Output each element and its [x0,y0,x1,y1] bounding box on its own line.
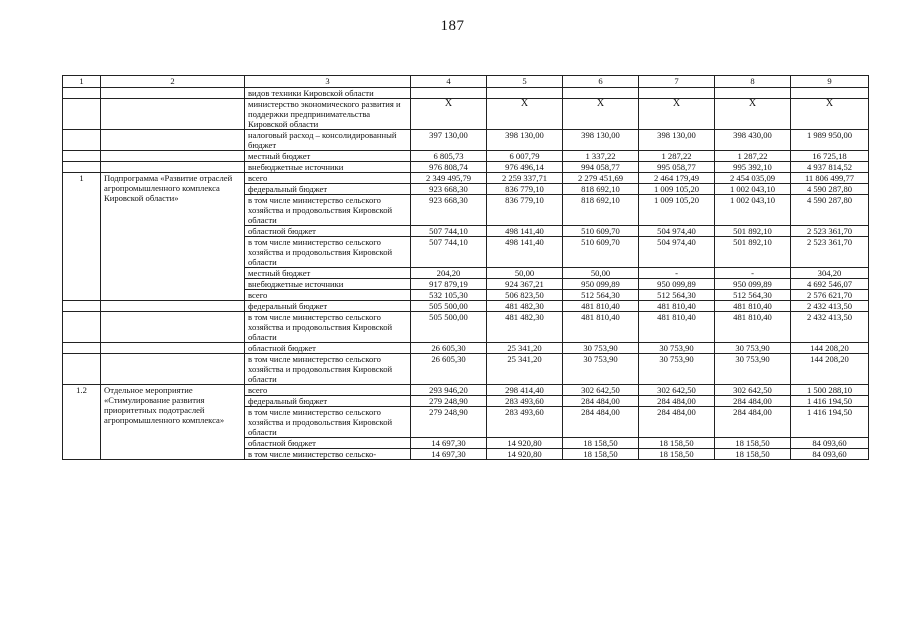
amount-cell-col8: 512 564,30 [715,290,791,301]
amount-cell-col6: 398 130,00 [563,130,639,151]
amount-cell-col7: 504 974,40 [639,237,715,268]
amount-cell-col6: 18 158,50 [563,438,639,449]
amount-cell-col4 [411,88,487,99]
amount-cell-col9: 1 416 194,50 [791,396,869,407]
table-row [63,88,869,99]
amount-cell-col7: 481 810,40 [639,301,715,312]
amount-cell-col4: 279 248,90 [411,396,487,407]
program-name-cell [101,354,245,385]
item-number-cell [63,301,101,312]
amount-cell-col7 [639,88,715,99]
amount-cell-col5: 481 482,30 [487,301,563,312]
funding-source-cell: всего [245,290,411,301]
amount-cell-col6: 50,00 [563,268,639,279]
item-number-cell: 1.2 [63,385,101,460]
amount-cell-col4: 923 668,30 [411,184,487,195]
table-row [63,385,869,396]
amount-cell-col4: 2 349 495,79 [411,173,487,184]
funding-source-cell: областной бюджет [245,343,411,354]
program-name-cell [101,312,245,343]
amount-cell-col6 [563,88,639,99]
amount-cell-col8: 501 892,10 [715,237,791,268]
budget-table [62,75,869,460]
amount-cell-col7: 284 484,00 [639,396,715,407]
funding-source-cell: областной бюджет [245,226,411,237]
amount-cell-col8: 481 810,40 [715,301,791,312]
amount-cell-col5: 25 341,20 [487,354,563,385]
amount-cell-col4: 279 248,90 [411,407,487,438]
amount-cell-col7: 1 009 105,20 [639,184,715,195]
amount-cell-col9: 1 416 194,50 [791,407,869,438]
table-row [63,343,869,354]
amount-cell-col9: X [791,99,869,130]
amount-cell-col6: 481 810,40 [563,301,639,312]
program-name-cell [101,301,245,312]
amount-cell-col4: 293 946,20 [411,385,487,396]
amount-cell-col4: 507 744,10 [411,226,487,237]
amount-cell-col6: 284 484,00 [563,407,639,438]
amount-cell-col4: 917 879,19 [411,279,487,290]
amount-cell-col7: 30 753,90 [639,343,715,354]
amount-cell-col5: 924 367,21 [487,279,563,290]
amount-cell-col8: 995 392,10 [715,162,791,173]
amount-cell-col9: 84 093,60 [791,449,869,460]
amount-cell-col9: 16 725,18 [791,151,869,162]
col-header-2: 2 [101,76,245,88]
amount-cell-col4: 14 697,30 [411,449,487,460]
amount-cell-col5: 283 493,60 [487,407,563,438]
amount-cell-col8: - [715,268,791,279]
funding-source-cell: налоговый расход – консолидированный бюджет [245,130,411,151]
amount-cell-col4: 14 697,30 [411,438,487,449]
table-row [63,354,869,385]
table-row [63,301,869,312]
amount-cell-col7: 30 753,90 [639,354,715,385]
program-name-cell [101,151,245,162]
item-number-cell [63,162,101,173]
col-header-3: 3 [245,76,411,88]
table-row [63,173,869,184]
amount-cell-col7: 504 974,40 [639,226,715,237]
funding-source-cell: в том числе министерство сельского хозяйства и продовольствия Кировской области [245,312,411,343]
amount-cell-col4: 397 130,00 [411,130,487,151]
amount-cell-col4: 505 500,00 [411,301,487,312]
column-number-row [63,76,869,88]
program-name-cell [101,99,245,130]
amount-cell-col8: 30 753,90 [715,354,791,385]
amount-cell-col5: 14 920,80 [487,438,563,449]
amount-cell-col5: 2 259 337,71 [487,173,563,184]
amount-cell-col4: 6 805,73 [411,151,487,162]
funding-source-cell: федеральный бюджет [245,184,411,195]
amount-cell-col9: 4 590 287,80 [791,195,869,226]
amount-cell-col7: 398 130,00 [639,130,715,151]
amount-cell-col8: 950 099,89 [715,279,791,290]
funding-source-cell: в том числе министерство сельского хозяйства и продовольствия Кировской области [245,237,411,268]
amount-cell-col6: 18 158,50 [563,449,639,460]
program-name-cell [101,343,245,354]
page-number: 187 [440,18,465,34]
amount-cell-col8: 18 158,50 [715,449,791,460]
amount-cell-col9: 1 500 288,10 [791,385,869,396]
amount-cell-col8: 481 810,40 [715,312,791,343]
amount-cell-col7: X [639,99,715,130]
amount-cell-col9: 2 432 413,50 [791,301,869,312]
funding-source-cell: федеральный бюджет [245,301,411,312]
amount-cell-col4: 26 605,30 [411,354,487,385]
funding-source-cell: местный бюджет [245,151,411,162]
amount-cell-col6: 818 692,10 [563,195,639,226]
amount-cell-col9: 304,20 [791,268,869,279]
col-header-8: 8 [715,76,791,88]
amount-cell-col9: 4 590 287,80 [791,184,869,195]
amount-cell-col8: 18 158,50 [715,438,791,449]
funding-source-cell: в том числе министерство сельско- [245,449,411,460]
amount-cell-col6: 302 642,50 [563,385,639,396]
amount-cell-col5: 976 496,14 [487,162,563,173]
item-number-cell: 1 [63,173,101,301]
program-name-cell [101,88,245,99]
amount-cell-col6: 284 484,00 [563,396,639,407]
item-number-cell [63,354,101,385]
amount-cell-col9 [791,88,869,99]
amount-cell-col6: X [563,99,639,130]
amount-cell-col8: 398 430,00 [715,130,791,151]
amount-cell-col7: 18 158,50 [639,438,715,449]
amount-cell-col5: 498 141,40 [487,237,563,268]
funding-source-cell: видов техники Кировской области [245,88,411,99]
funding-source-cell: в том числе министерство сельского хозяйства и продовольствия Кировской области [245,195,411,226]
amount-cell-col8: 2 454 035,09 [715,173,791,184]
amount-cell-col7: 302 642,50 [639,385,715,396]
funding-source-cell: министерство экономического развития и поддержки предпринимательства Кировской области [245,99,411,130]
amount-cell-col9: 2 523 361,70 [791,237,869,268]
amount-cell-col9: 144 208,20 [791,343,869,354]
amount-cell-col9: 144 208,20 [791,354,869,385]
amount-cell-col9: 4 937 814,52 [791,162,869,173]
amount-cell-col5: X [487,99,563,130]
item-number-cell [63,151,101,162]
program-name-cell: Подпрограмма «Развитие отраслей агропромышленного комплекса Кировской области» [101,173,245,301]
funding-source-cell: в том числе министерство сельского хозяйства и продовольствия Кировской области [245,407,411,438]
item-number-cell [63,99,101,130]
table-row [63,99,869,130]
program-name-cell [101,130,245,151]
amount-cell-col7: 284 484,00 [639,407,715,438]
amount-cell-col5: 14 920,80 [487,449,563,460]
table-row [63,151,869,162]
amount-cell-col8: 1 287,22 [715,151,791,162]
col-header-6: 6 [563,76,639,88]
amount-cell-col6: 510 609,70 [563,237,639,268]
amount-cell-col8: X [715,99,791,130]
amount-cell-col4: 204,20 [411,268,487,279]
amount-cell-col4: 976 808,74 [411,162,487,173]
amount-cell-col6: 30 753,90 [563,343,639,354]
col-header-1: 1 [63,76,101,88]
col-header-7: 7 [639,76,715,88]
funding-source-cell: в том числе министерство сельского хозяйства и продовольствия Кировской области [245,354,411,385]
amount-cell-col7: 2 464 179,49 [639,173,715,184]
amount-cell-col9: 84 093,60 [791,438,869,449]
amount-cell-col6: 481 810,40 [563,312,639,343]
table-row [63,162,869,173]
amount-cell-col5: 836 779,10 [487,195,563,226]
funding-source-cell: всего [245,173,411,184]
amount-cell-col8: 1 002 043,10 [715,184,791,195]
funding-source-cell: всего [245,385,411,396]
amount-cell-col5: 398 130,00 [487,130,563,151]
amount-cell-col6: 1 337,22 [563,151,639,162]
item-number-cell [63,312,101,343]
table-row [63,130,869,151]
amount-cell-col8: 501 892,10 [715,226,791,237]
item-number-cell [63,88,101,99]
program-name-cell [101,162,245,173]
amount-cell-col7: 512 564,30 [639,290,715,301]
amount-cell-col6: 950 099,89 [563,279,639,290]
amount-cell-col8: 284 484,00 [715,407,791,438]
amount-cell-col5: 298 414,40 [487,385,563,396]
funding-source-cell: федеральный бюджет [245,396,411,407]
amount-cell-col8: 302 642,50 [715,385,791,396]
amount-cell-col5: 25 341,20 [487,343,563,354]
amount-cell-col4: 505 500,00 [411,312,487,343]
amount-cell-col8: 1 002 043,10 [715,195,791,226]
amount-cell-col6: 2 279 451,69 [563,173,639,184]
amount-cell-col4: 923 668,30 [411,195,487,226]
amount-cell-col7: 18 158,50 [639,449,715,460]
amount-cell-col7: 1 009 105,20 [639,195,715,226]
col-header-4: 4 [411,76,487,88]
amount-cell-col4: 507 744,10 [411,237,487,268]
amount-cell-col6: 994 058,77 [563,162,639,173]
amount-cell-col5: 6 007,79 [487,151,563,162]
amount-cell-col8: 30 753,90 [715,343,791,354]
amount-cell-col5: 50,00 [487,268,563,279]
amount-cell-col8: 284 484,00 [715,396,791,407]
item-number-cell [63,343,101,354]
col-header-5: 5 [487,76,563,88]
amount-cell-col5: 836 779,10 [487,184,563,195]
amount-cell-col7: 1 287,22 [639,151,715,162]
amount-cell-col7: - [639,268,715,279]
amount-cell-col5: 498 141,40 [487,226,563,237]
amount-cell-col7: 995 058,77 [639,162,715,173]
amount-cell-col5 [487,88,563,99]
amount-cell-col7: 481 810,40 [639,312,715,343]
amount-cell-col9: 2 576 621,70 [791,290,869,301]
amount-cell-col9: 2 523 361,70 [791,226,869,237]
funding-source-cell: областной бюджет [245,438,411,449]
program-name-cell: Отдельное мероприятие «Стимулирование развития приоритетных подотраслей агропромышленного комплекса» [101,385,245,460]
amount-cell-col4: 26 605,30 [411,343,487,354]
amount-cell-col4: X [411,99,487,130]
funding-source-cell: внебюджетные источники [245,279,411,290]
funding-source-cell: внебюджетные источники [245,162,411,173]
funding-source-cell: местный бюджет [245,268,411,279]
amount-cell-col9: 11 806 499,77 [791,173,869,184]
amount-cell-col5: 283 493,60 [487,396,563,407]
table-body [63,88,869,460]
amount-cell-col6: 818 692,10 [563,184,639,195]
amount-cell-col7: 950 099,89 [639,279,715,290]
amount-cell-col5: 481 482,30 [487,312,563,343]
amount-cell-col6: 510 609,70 [563,226,639,237]
amount-cell-col6: 512 564,30 [563,290,639,301]
item-number-cell [63,130,101,151]
table-row [63,312,869,343]
amount-cell-col9: 1 989 950,00 [791,130,869,151]
amount-cell-col5: 506 823,50 [487,290,563,301]
amount-cell-col8 [715,88,791,99]
amount-cell-col9: 4 692 546,07 [791,279,869,290]
amount-cell-col9: 2 432 413,50 [791,312,869,343]
col-header-9: 9 [791,76,869,88]
amount-cell-col4: 532 105,30 [411,290,487,301]
amount-cell-col6: 30 753,90 [563,354,639,385]
